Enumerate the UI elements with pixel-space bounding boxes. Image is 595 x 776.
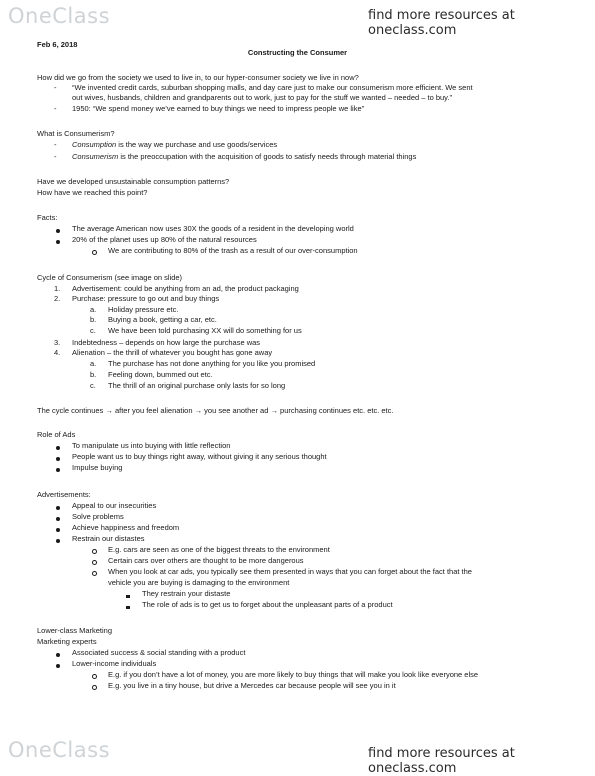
oneclass-logo[interactable] [8,4,110,28]
bullet-ring [92,547,97,557]
dash-bullet: - [54,140,57,149]
advertisement-subitem: vehicle you are buying is damaging to the environment [108,578,290,587]
cycle-subitem: We have been told purchasing XX will do something for us [108,326,302,335]
term: Consumerism [72,152,119,161]
section-heading: Lower-class Marketing [37,626,113,635]
bullet-dot [56,525,60,535]
list-number: 4. [54,348,61,357]
bullet-dot [56,443,60,453]
header-tagline[interactable]: find more resources at oneclass.com [368,8,515,38]
bullet-dot [56,536,60,546]
list-number: 3. [54,338,61,347]
list-number: 1. [54,284,61,293]
cycle-subitem: Buying a book, getting a car, etc. [108,315,217,324]
quote-text: 1950: “We spend money we’ve earned to buy things we need to impress people we like” [72,104,365,113]
cycle-subitem: Holiday pressure etc. [108,305,179,314]
quote-text: “We invented credit cards, suburban shopping malls, and day care just to make our consumerism more efficient. We sent [72,83,473,92]
cycle-summary: The cycle continues → after you feel alienation → you see another ad → purchasing continues etc. etc. etc. [37,406,394,415]
section-heading: Role of Ads [37,430,76,439]
cycle-item: Purchase: pressure to go out and buy things [72,294,220,303]
cycle-subitem: The purchase has not done anything for you like you promised [108,359,316,368]
cycle-subitem: The thrill of an original purchase only lasts for so long [108,381,286,390]
definition: is the preoccupation with the acquisition of goods to satisfy needs through material things [118,152,417,161]
advertisement-subitem: Certain cars over others are thought to be more dangerous [108,556,304,565]
oneclass-logo[interactable] [8,738,110,762]
bullet-dot [56,514,60,524]
list-letter: c. [90,381,96,390]
advertisement-item: Achieve happiness and freedom [72,523,180,532]
list-number: 2. [54,294,61,303]
question-text: How have we reached this point? [37,188,148,197]
advertisement-subitem: When you look at car ads, you typically see them presented in ways that you can forget about the fact that the [108,567,472,576]
bullet-dot [56,237,60,247]
bullet-dot [56,650,60,660]
marketing-subitem: E.g. if you don’t have a lot of money, you are more likely to buy things that will make you look like everyone else [108,670,479,679]
section-heading: Cycle of Consumerism (see image on slide) [37,273,183,282]
section-subheading: Marketing experts [37,637,97,646]
ad-role-item: People want us to buy things right away, without giving it any serious thought [72,452,327,461]
question-text: Have we developed unsustainable consumption patterns? [37,177,230,186]
list-letter: b. [90,315,97,324]
definition-text [72,152,416,162]
definition: is the way we purchase and use goods/services [116,140,278,149]
list-letter: a. [90,305,97,314]
bullet-dot [56,661,60,671]
bullet-square [126,602,130,612]
logo-text: OneClass [8,4,111,28]
bullet-dot [56,226,60,236]
fact-text: We are contributing to 80% of the trash as a result of our over-consumption [108,246,358,255]
document-title: Constructing the Consumer [247,48,348,57]
section-heading: Facts: [37,213,58,222]
section-heading: What is Consumerism? [37,129,115,138]
advertisement-item: Solve problems [72,512,124,521]
marketing-subitem: E.g. you live in a tiny house, but drive a Mercedes car because people will see you in it [108,681,396,690]
question-text: How did we go from the society we used to live in, to our hyper-consumer society we live in now? [37,73,359,82]
bullet-ring [92,569,97,579]
bullet-ring [92,248,97,258]
advertisement-item: Restrain our distastes [72,534,145,543]
cycle-subitem: Feeling down, bummed out etc. [108,370,213,379]
footer-tagline[interactable]: find more resources at oneclass.com [368,746,515,776]
marketing-item: Lower-income individuals [72,659,157,668]
list-letter: a. [90,359,97,368]
advertisement-item: Appeal to our insecurities [72,501,157,510]
bullet-ring [92,672,97,682]
section-heading: Advertisements: [37,490,91,499]
logo-text: OneClass [8,738,111,762]
ad-role-item: Impulse buying [72,463,123,472]
bullet-ring [92,683,97,693]
fact-text: The average American now uses 30X the goods of a resident in the developing world [72,224,354,233]
dash-bullet: - [54,104,57,113]
cycle-item: Advertisement: could be anything from an ad, the product packaging [72,284,299,293]
bullet-square [126,591,130,601]
advertisement-subsubitem: They restrain your distaste [142,589,231,598]
dash-bullet: - [54,152,57,161]
cycle-item: Alienation – the thrill of whatever you bought has gone away [72,348,273,357]
advertisement-subsubitem: The role of ads is to get us to forget about the unpleasant parts of a product [142,600,393,609]
advertisement-subitem: E.g. cars are seen as one of the biggest threats to the environment [108,545,330,554]
marketing-item: Associated success & social standing with a product [72,648,246,657]
list-letter: b. [90,370,97,379]
dash-bullet: - [54,83,57,92]
quote-text: out wives, husbands, children and grandparents out to work, just to pay for the stuff we wanted – needed – to buy.” [72,93,452,102]
cycle-item: Indebtedness – depends on how large the purchase was [72,338,261,347]
definition-text [72,140,277,150]
bullet-dot [56,503,60,513]
list-letter: c. [90,326,96,335]
bullet-dot [56,465,60,475]
fact-text: 20% of the planet uses up 80% of the natural resources [72,235,257,244]
term: Consumption [72,140,117,149]
bullet-dot [56,454,60,464]
document-date: Feb 6, 2018 [37,40,78,49]
ad-role-item: To manipulate us into buying with little reflection [72,441,231,450]
bullet-ring [92,558,97,568]
